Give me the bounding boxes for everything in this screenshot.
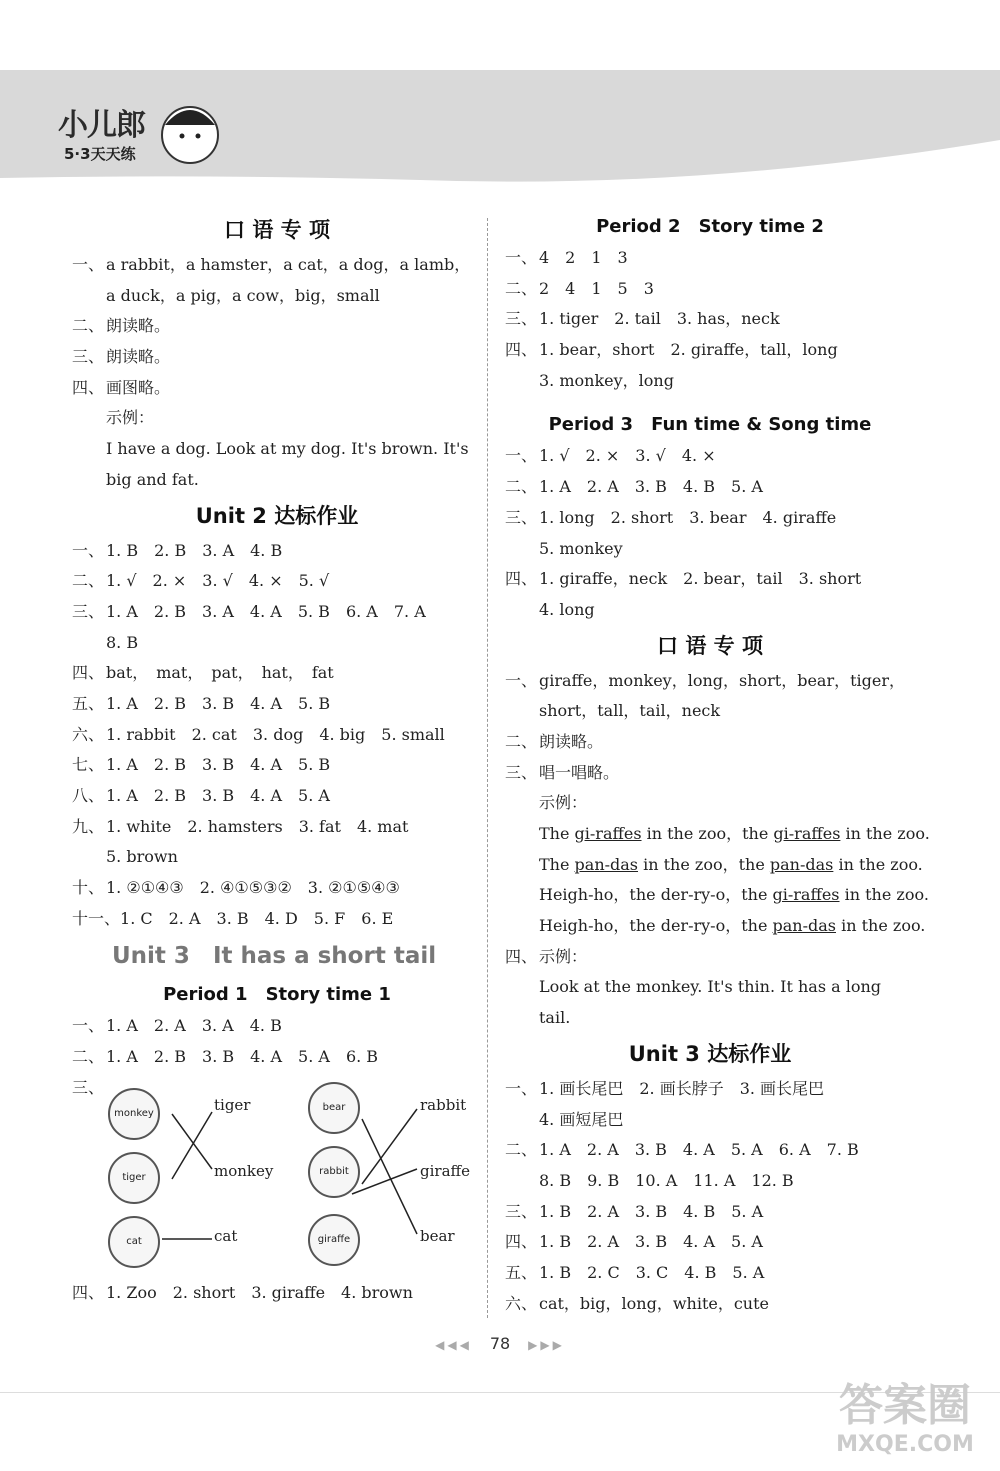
answer-line: 一、 giraffe，monkey，long，short，bear，tiger，: [505, 670, 906, 690]
period1-title: Period 1 Story time 1: [163, 984, 391, 1006]
left-column: [72, 210, 482, 1308]
answer-line: 五、 1. A 2. B 3. B 4. A 5. B: [72, 693, 331, 713]
answer-line: 5. brown: [106, 847, 178, 867]
cat-icon: cat: [108, 1216, 160, 1268]
answer-line: 五、 1. B 2. C 3. C 4. B 5. A: [505, 1262, 765, 1282]
answer-line: 二、 1. √ 2. × 3. √ 4. × 5. √: [72, 571, 330, 591]
answer-line: 三、 1. long 2. short 3. bear 4. giraffe: [505, 507, 837, 527]
match-word: giraffe: [420, 1161, 471, 1180]
giraffe-icon: giraffe: [308, 1214, 360, 1266]
answer-line: 4. long: [539, 599, 595, 619]
brand-subtitle: 5·3天天练: [64, 145, 136, 163]
rabbit-icon: rabbit: [308, 1146, 360, 1198]
period3-title: Period 3 Fun time & Song time: [548, 414, 872, 436]
answer-line: short，tall，tail，neck: [539, 701, 721, 721]
oral-section-title: 口 语 专 项: [224, 218, 330, 242]
answer-line: tail.: [539, 1008, 571, 1028]
unit2-title: Unit 2 达标作业: [195, 503, 359, 528]
oral-answers-3: [505, 942, 915, 1034]
answer-line: 一、 4 2 1 3: [505, 248, 628, 267]
song-line: The gi-raffes in the zoo，the gi-raffes in the zoo.: [539, 824, 930, 843]
match-word: rabbit: [420, 1095, 467, 1114]
answer-line: 三、 1. tiger 2. tail 3. has，neck: [505, 309, 780, 329]
match-word: monkey: [214, 1161, 274, 1180]
right-column: [505, 210, 930, 1319]
answer-line: 二、 朗读略。: [505, 731, 604, 751]
answer-line: 三、: [72, 1077, 105, 1097]
watermark: 答案圈 MXQE.COM: [836, 1380, 974, 1457]
answer-line: 四、 画图略。: [72, 377, 171, 397]
column-divider: [487, 218, 488, 1318]
answer-line: 七、 1. A 2. B 3. B 4. A 5. B: [72, 755, 331, 775]
header-band: [0, 70, 1000, 185]
song-line: Heigh-ho，the der-ry-o，the pan-das in the zoo.: [539, 916, 926, 936]
unit2-answers: [72, 536, 482, 935]
matching-exercise: [72, 1074, 482, 1274]
monkey-icon: monkey: [108, 1088, 160, 1140]
answer-line: a duck，a pig，a cow，big，small: [106, 285, 380, 305]
answer-line: 二、 1. A 2. B 3. B 4. A 5. A 6. B: [72, 1047, 379, 1067]
period2-answers: [505, 243, 915, 396]
answer-line: 一、 a rabbit，a hamster，a cat，a dog，a lamb，: [72, 255, 471, 274]
answer-line: 六、 cat，big，long，white，cute: [505, 1293, 770, 1313]
answer-line: 8. B: [106, 632, 139, 652]
answer-line: 三、 唱一唱略。: [505, 762, 620, 782]
brand-logo: 小儿郎: [58, 108, 145, 143]
unit3-heading: Unit 3 It has a short tail: [112, 943, 437, 970]
answer-line: 一、 1. B 2. B 3. A 4. B: [72, 540, 283, 560]
tiger-icon: tiger: [108, 1152, 160, 1204]
answer-line: 二、 朗读略。: [72, 316, 171, 336]
song-lyrics: [505, 819, 930, 942]
page-footer: [0, 1334, 1000, 1353]
answer-line: 4. 画短尾巴: [539, 1109, 624, 1129]
oral-answers: [72, 250, 482, 496]
answer-line: 示例：: [539, 793, 588, 813]
period2-title: Period 2 Story time 2: [596, 216, 824, 237]
oral-section-title-2: 口 语 专 项: [657, 633, 763, 658]
match-word: cat: [214, 1226, 238, 1245]
answer-line: 三、 1. B 2. A 3. B 4. B 5. A: [505, 1201, 764, 1221]
answer-line: 8. B 9. B 10. A 11. A 12. B: [539, 1170, 794, 1190]
answer-line: I have a dog. Look at my dog. It's brown. It's: [106, 439, 469, 459]
answer-line: 六、 1. rabbit 2. cat 3. dog 4. big 5. small: [72, 724, 445, 744]
header-background: [0, 70, 1000, 185]
answer-line: 二、 1. A 2. A 3. B 4. A 5. A 6. A 7. B: [505, 1140, 859, 1160]
answer-line: 四、 示例：: [505, 946, 588, 966]
answer-line: 三、 1. A 2. B 3. A 4. A 5. B 6. A 7. A: [72, 601, 426, 621]
oral-answers-2: [505, 666, 915, 819]
answer-line: 四、 1. B 2. A 3. B 4. A 5. A: [505, 1232, 763, 1252]
match-word: tiger: [214, 1095, 251, 1114]
answer-line: 九、 1. white 2. hamsters 3. fat 4. mat: [72, 816, 409, 836]
page-number: 78: [489, 1334, 511, 1353]
answer-line: 一、 1. A 2. A 3. A 4. B: [72, 1016, 282, 1036]
next-arrows-icon: ▶▶▶: [528, 1338, 565, 1352]
answer-line: 四、 1. bear，short 2. giraffe，tall，long: [505, 340, 838, 360]
answer-line: 十、 1. ②①④③ 2. ④①⑤③② 3. ②①⑤④③: [72, 878, 400, 898]
answer-line: 十一、1. C 2. A 3. B 4. D 5. F 6. E: [72, 908, 394, 928]
answer-line: Look at the monkey. It's thin. It has a long: [539, 977, 882, 997]
period3-answers: [505, 441, 915, 625]
answer-line: 四、 1. giraffe，neck 2. bear，tail 3. short: [505, 569, 862, 589]
answer-line: 八、 1. A 2. B 3. B 4. A 5. A: [72, 786, 330, 805]
answer-line: 二、 1. A 2. A 3. B 4. B 5. A: [505, 477, 763, 497]
unit3-homework-answers: [505, 1074, 915, 1320]
answer-line: 一、 1. 画长尾巴 2. 画长脖子 3. 画长尾巴: [505, 1078, 825, 1098]
answer-line: 三、 朗读略。: [72, 347, 171, 367]
answer-line: 5. monkey: [539, 538, 623, 558]
answer-line: big and fat.: [106, 469, 199, 489]
bear-icon: bear: [308, 1082, 360, 1134]
prev-arrows-icon: ◀◀◀: [435, 1338, 472, 1352]
answer-line: 3. monkey，long: [539, 370, 674, 390]
answer-line: 四、 bat， mat， pat， hat， fat: [72, 663, 334, 683]
answer-line: 四、 1. Zoo 2. short 3. giraffe 4. brown: [72, 1282, 413, 1302]
song-line: Heigh-ho，the der-ry-o，the gi-raffes in the zoo.: [539, 885, 929, 905]
song-line: The pan-das in the zoo，the pan-das in the zoo.: [539, 854, 923, 874]
unit3-homework-title: Unit 3 达标作业: [628, 1041, 792, 1066]
answer-line: 一、 1. √ 2. × 3. √ 4. ×: [505, 446, 716, 466]
answer-line: 示例：: [106, 408, 155, 428]
answer-line: 二、 2 4 1 5 3: [505, 278, 654, 298]
match-word: bear: [420, 1226, 455, 1245]
